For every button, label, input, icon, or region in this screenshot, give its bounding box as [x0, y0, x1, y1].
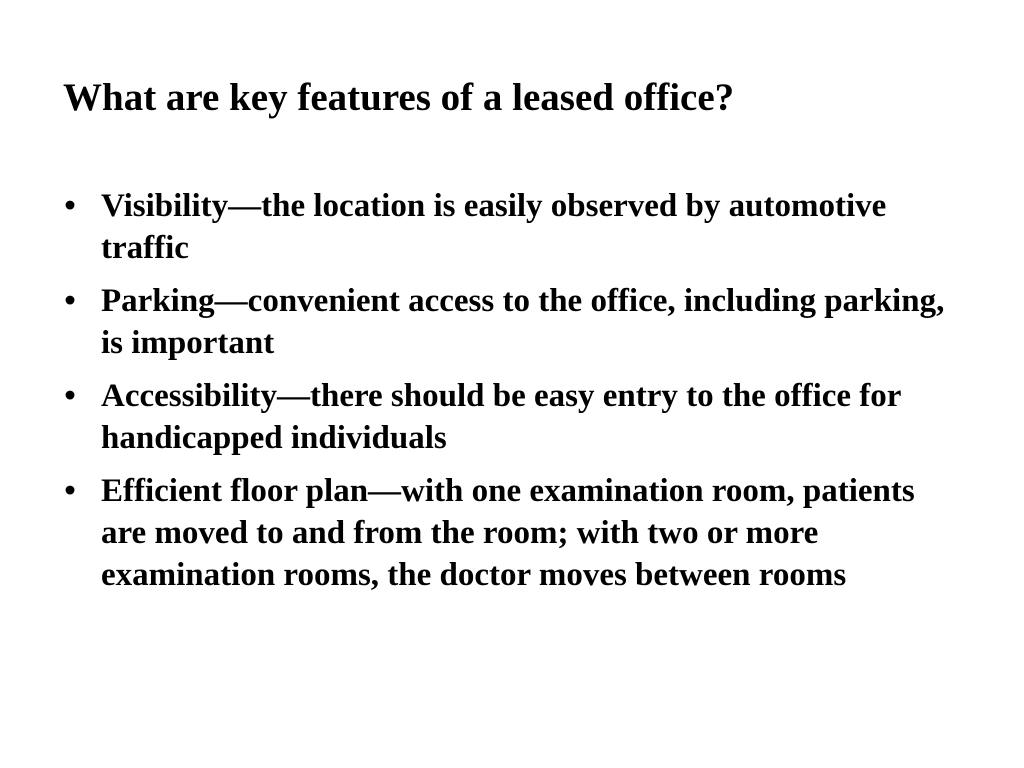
- bullet-text: Efficient floor plan—with one examination room, patients are moved to and from the room; with two or more examination rooms, the doctor moves between rooms: [101, 473, 915, 593]
- bullet-list: [60, 185, 960, 607]
- bullet-point: •: [64, 473, 76, 509]
- bullet-text: Accessibility—there should be easy entry to the office for handicapped individuals: [101, 378, 901, 456]
- bullet-text: Parking—convenient access to the office, including parking, is important: [101, 283, 945, 361]
- bullet-point: •: [64, 188, 76, 224]
- bullet-item-visibility: [60, 185, 960, 269]
- bullet-item-floor-plan: [60, 470, 960, 596]
- slide-title: What are key features of a leased office?: [63, 76, 735, 119]
- bullet-item-parking: [60, 280, 960, 364]
- bullet-point: •: [64, 283, 76, 319]
- bullet-point: •: [64, 378, 76, 414]
- bullet-text: Visibility—the location is easily observed by automotive traffic: [101, 188, 887, 266]
- bullet-item-accessibility: [60, 375, 960, 459]
